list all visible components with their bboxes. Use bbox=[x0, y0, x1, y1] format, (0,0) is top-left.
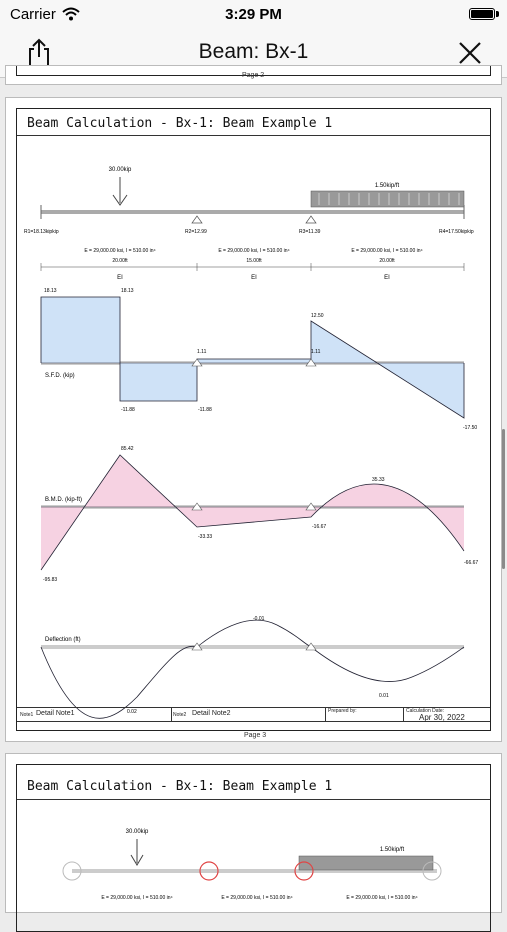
span3-props: E = 29,000.00 ksi, I = 510.00 in⁴ bbox=[346, 895, 418, 901]
deflection-label: Deflection (ft) bbox=[45, 637, 81, 643]
deflection-value-3: 0.01 bbox=[379, 693, 389, 699]
footer-sep-2 bbox=[325, 707, 326, 721]
sfd-value-2: 18.13 bbox=[121, 288, 134, 294]
footer-sep-3 bbox=[403, 707, 404, 721]
pdf-scroll-view[interactable] bbox=[0, 72, 507, 901]
sfd-value-1: 18.13 bbox=[44, 288, 57, 294]
bmd-value-4: -16.67 bbox=[312, 524, 327, 530]
sfd-value-8: -17.50 bbox=[463, 425, 478, 431]
bmd-value-5: 35.33 bbox=[372, 477, 385, 483]
point-load-arrow bbox=[113, 177, 127, 205]
next-page bbox=[5, 753, 502, 913]
distributed-load-label: 1.50kip/ft bbox=[374, 183, 400, 189]
close-icon[interactable] bbox=[455, 38, 485, 68]
page-title: Beam: Bx-1 bbox=[198, 40, 309, 63]
page-frame bbox=[16, 764, 491, 932]
battery-tip bbox=[496, 11, 499, 17]
sfd-value-7: 12.50 bbox=[311, 313, 324, 319]
sheet-title: Beam Calculation - Bx-1: Beam Example 1 bbox=[27, 779, 333, 794]
reaction-2: R2=12.99 bbox=[185, 229, 207, 235]
footer-sep-1 bbox=[171, 707, 172, 721]
span1-ei: EI bbox=[117, 275, 123, 281]
previous-page bbox=[5, 65, 502, 85]
bmd-value-3: -33.33 bbox=[198, 534, 213, 540]
beam-model-preview bbox=[17, 801, 491, 911]
page-number: Page 3 bbox=[244, 732, 267, 739]
span1-props: E = 29,000.00 ksi, I = 510.00 in⁴ bbox=[84, 248, 156, 254]
bmd-value-1: 85.42 bbox=[121, 446, 134, 452]
span3-ei: EI bbox=[384, 275, 390, 281]
deflection-value-2: 0.02 bbox=[127, 709, 137, 715]
sfd-value-4: -11.88 bbox=[198, 407, 212, 413]
support-3 bbox=[306, 216, 316, 223]
carrier-label: Carrier bbox=[10, 6, 56, 23]
dimension-line bbox=[41, 263, 464, 271]
span2-props: E = 29,000.00 ksi, I = 510.00 in⁴ bbox=[221, 895, 293, 901]
status-bar bbox=[0, 0, 507, 28]
reaction-4: R4=17.50kipkip bbox=[439, 229, 474, 235]
span2-ei: EI bbox=[251, 275, 257, 281]
sfd-value-5: 1.11 bbox=[197, 349, 207, 355]
beam-model bbox=[24, 167, 474, 281]
note2-value: Detail Note2 bbox=[192, 710, 231, 717]
span3-props: E = 29,000.00 ksi, I = 510.00 in⁴ bbox=[351, 248, 423, 254]
clock: 3:29 PM bbox=[225, 6, 282, 23]
sfd-fill bbox=[41, 297, 464, 418]
deflection-line bbox=[41, 620, 464, 718]
support-2 bbox=[192, 216, 202, 223]
deflection-value-1: -0.01 bbox=[253, 616, 265, 622]
point-load-label: 30.00kip bbox=[125, 829, 149, 835]
reaction-3: R3=11.39 bbox=[299, 229, 321, 235]
distributed-load-label: 1.50kip/ft bbox=[379, 847, 405, 853]
prepared-by: Prepared by: bbox=[328, 708, 357, 714]
span2-props: E = 29,000.00 ksi, I = 510.00 in⁴ bbox=[218, 248, 290, 254]
page-number: Page 2 bbox=[242, 72, 265, 79]
beam-diagrams bbox=[17, 137, 491, 727]
span2-length: 15.00ft bbox=[246, 258, 262, 264]
title-divider bbox=[17, 135, 490, 136]
bmd-value-6: -66.67 bbox=[464, 560, 479, 566]
title-divider bbox=[17, 799, 490, 800]
span1-props: E = 29,000.00 ksi, I = 510.00 in⁴ bbox=[101, 895, 173, 901]
bending-moment-diagram bbox=[41, 446, 478, 583]
calc-date: Apr 30, 2022 bbox=[419, 713, 465, 722]
scroll-indicator[interactable] bbox=[502, 429, 505, 569]
sfd-label: S.F.D. (kip) bbox=[45, 373, 75, 379]
span1-length: 20.00ft bbox=[112, 258, 128, 264]
battery-icon bbox=[469, 8, 495, 20]
shear-force-diagram bbox=[41, 288, 477, 431]
distributed-load bbox=[311, 191, 464, 207]
calc-date-label: Calculation Date: bbox=[406, 708, 445, 714]
bmd-fill bbox=[41, 455, 464, 570]
deflection-diagram bbox=[41, 616, 464, 718]
sfd-value-3: -11.88 bbox=[121, 407, 135, 413]
bmd-value-2: -95.83 bbox=[43, 577, 58, 583]
sfd-value-6: 1.11 bbox=[311, 349, 321, 355]
note1-key: Note1 bbox=[20, 712, 34, 718]
note1-value: Detail Note1 bbox=[36, 710, 75, 717]
note2-key: Note2 bbox=[173, 712, 187, 718]
bmd-label: B.M.D. (kip-ft) bbox=[45, 497, 82, 503]
reaction-1: R1=18.13kipkip bbox=[24, 229, 59, 235]
calculation-page bbox=[5, 97, 502, 742]
page-frame bbox=[16, 108, 491, 731]
sheet-title: Beam Calculation - Bx-1: Beam Example 1 bbox=[27, 116, 333, 131]
span3-length: 20.00ft bbox=[379, 258, 395, 264]
point-load-label: 30.00kip bbox=[108, 167, 132, 173]
